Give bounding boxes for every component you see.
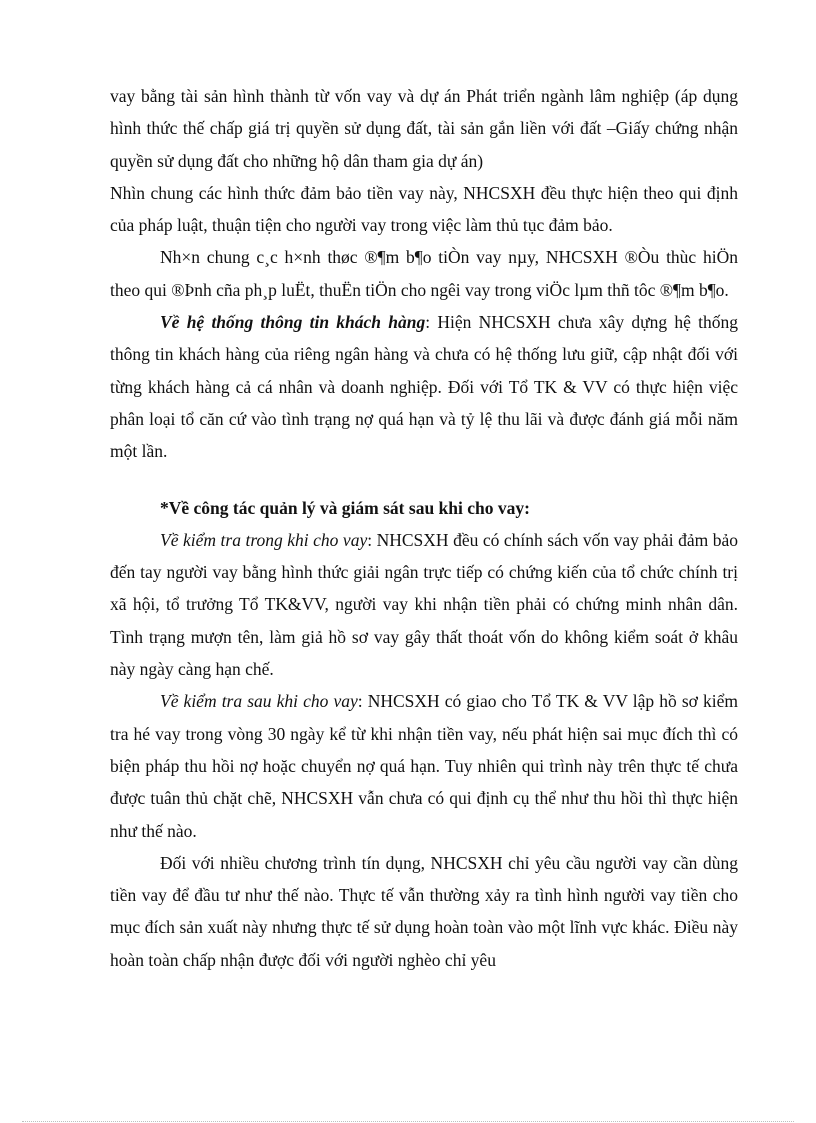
paragraph-collateral: vay bằng tài sản hình thành từ vốn vay và dự án Phát triển ngành lâm nghiệp (áp dụng hình thức thế chấp giá trị quyền sử dụng đất, tài sản gắn liền với đất –Giấy chứng nhận quyền sử dụng đất cho những hộ dân tham gia dự án)	[110, 86, 738, 171]
paragraph-check-during	[110, 524, 738, 685]
check-during-lead: Về kiểm tra trong khi cho vay	[160, 529, 368, 550]
check-after-text: : NHCSXH có giao cho Tổ TK & VV lập hồ sơ kiểm tra hé vay trong vòng 30 ngày kể từ khi nhận tiền vay, nếu phát hiện sai mục đích thì có biện pháp thu hồi nợ hoặc chuyển nợ quá hạn. Tuy nhiên qui trình này trên thực tế chưa được tuân thủ chặt chẽ, NHCSXH vẫn chưa có qui định cụ thể như thu hồi thì thực hiện như thế nào.	[110, 691, 738, 841]
paragraph-credit-programs: Đối với nhiều chương trình tín dụng, NHCSXH chỉ yêu cầu người vay cần dùng tiền vay để đầu tư như thế nào. Thực tế vẫn thường xảy ra tình hình người vay tiền cho mục đích sản xuất này nhưng thực tế sử dụng hoàn toàn vào một lĩnh vực khác. Điều này hoàn toàn chấp nhận được đối với người nghèo chỉ yêu	[110, 852, 738, 970]
paragraph-summary-garbled: Nh×n chung c¸c h×nh thøc ®¶m b¶o tiÒn vay nµy, NHCSXH ®Òu thùc hiÖn theo qui ®Þnh cña ph¸p luËt, thuËn tiÖn cho ngêi vay trong viÖc lµm thñ tôc ®¶m b¶o.	[110, 247, 738, 300]
paragraph-customer-info	[110, 306, 738, 467]
document-body	[110, 80, 738, 976]
section-heading: *Về công tác quản lý và giám sát sau khi cho vay:	[160, 497, 530, 518]
paragraph-gap	[110, 468, 738, 492]
customer-info-text: : Hiện NHCSXH chưa xây dựng hệ thống thông tin khách hàng của riêng ngân hàng và chưa có hệ thống lưu giữ, cập nhật đối với từng khách hàng cả cá nhân và doanh nghiệp. Đối với Tổ TK & VV có thực hiện việc phân loại tổ căn cứ vào tình trạng nợ quá hạn và tỷ lệ thu lãi và được đánh giá mỗi năm một lần.	[110, 312, 738, 462]
page-bottom-divider	[22, 1121, 794, 1122]
check-during-text: : NHCSXH đều có chính sách vốn vay phải đảm bảo đến tay người vay bằng hình thức giải ngân trực tiếp có chứng kiến của tổ chức chính trị xã hội, tổ trưởng Tổ TK&VV, người vay khi nhận tiền phải có chứng minh nhân dân. Tình trạng mượn tên, làm giả hồ sơ vay gây thất thoát vốn do không kiểm soát ở khâu này ngày càng hạn chế.	[110, 529, 738, 680]
check-after-lead: Về kiểm tra sau khi cho vay	[160, 691, 358, 712]
paragraph-check-after	[110, 685, 738, 846]
customer-info-lead: Về hệ thống thông tin khách hàng	[160, 312, 426, 333]
paragraph-summary: Nhìn chung các hình thức đảm bảo tiền vay này, NHCSXH đều thực hiện theo qui định của pháp luật, thuận tiện cho người vay trong việc làm thủ tục đảm bảo.	[110, 182, 738, 236]
